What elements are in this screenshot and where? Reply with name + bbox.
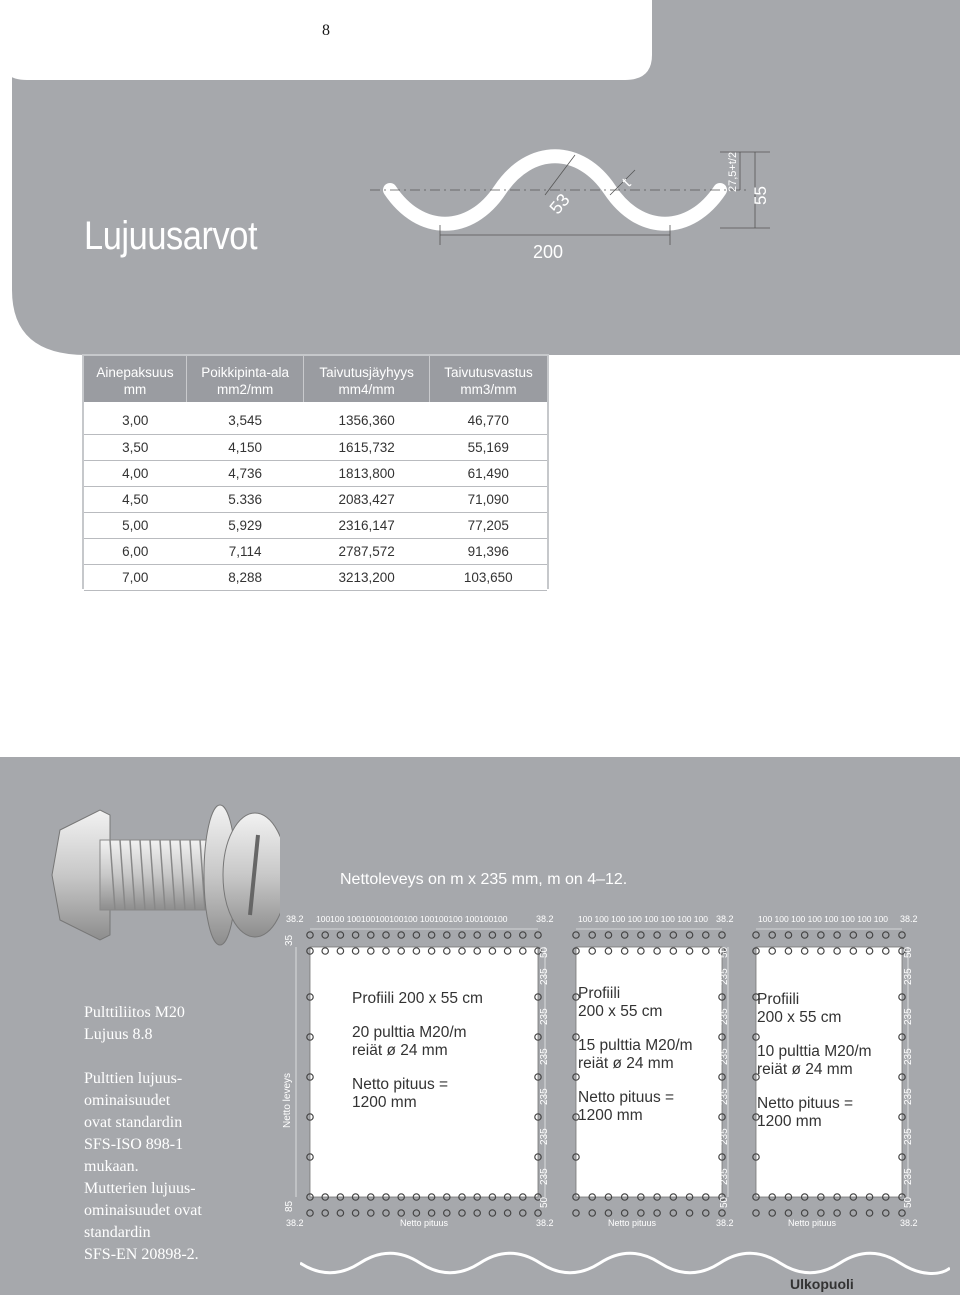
panel-3-text: Profiili 200 x 55 cm 10 pulttia M20/m reiät ø 24 mm Netto pituus = 1200 mm xyxy=(757,991,872,1130)
header-poikkipinta: Poikkipinta-ala mm2/mm xyxy=(187,356,304,402)
bolt-hole xyxy=(899,1210,905,1216)
dim-50-c: 50 xyxy=(903,946,914,958)
bolt-hole xyxy=(573,932,579,938)
dim-235-n: 235 xyxy=(903,1008,914,1025)
bolt-hole xyxy=(459,932,465,938)
page-title: Lujuusarvot xyxy=(84,214,258,258)
net-width-caption: Nettoleveys on m x 235 mm, m on 4–12. xyxy=(340,871,628,888)
bolt-hole xyxy=(337,1210,343,1216)
bolt-hole xyxy=(520,932,526,938)
bolt-hole xyxy=(638,932,644,938)
dim-38-bottom-3: 38.2 xyxy=(716,1218,734,1228)
table-row: 3,00 3,545 1356,360 46,770 xyxy=(84,408,547,434)
bolt-hole xyxy=(474,932,480,938)
dim-235-m: 235 xyxy=(903,968,914,985)
dim-35-left: 35 xyxy=(284,934,295,946)
dim-235-r: 235 xyxy=(903,1168,914,1185)
bolt-hole xyxy=(753,932,759,938)
bolt-hole xyxy=(719,932,725,938)
top-spacing-3: 100 100 100 100 100 100 100 100 xyxy=(758,914,888,924)
netto-leveys-label: Netto leveys xyxy=(282,1072,293,1128)
dim-235-q: 235 xyxy=(903,1128,914,1145)
dim-235-b: 235 xyxy=(539,1008,550,1025)
bolt-hole xyxy=(818,1210,824,1216)
dim-235-o: 235 xyxy=(903,1048,914,1065)
bolt-hole xyxy=(589,1210,595,1216)
bolt-hole xyxy=(719,1210,725,1216)
dim-38-top-4: 38.2 xyxy=(900,914,918,924)
header-taivutusvastus: Taivutusvastus mm3/mm xyxy=(430,356,547,402)
bolt-hole xyxy=(703,1210,709,1216)
dim-235-a: 235 xyxy=(539,968,550,985)
table-row: 4,00 4,736 1813,800 61,490 xyxy=(84,460,547,486)
bolt-hole xyxy=(834,1210,840,1216)
bolt-hole xyxy=(504,932,510,938)
bolt-hole xyxy=(307,932,313,938)
bolt-hole xyxy=(352,932,358,938)
header-ainepaksuus: Ainepaksuus mm xyxy=(84,356,187,402)
bolt-hole xyxy=(654,1210,660,1216)
bolt-illustration xyxy=(40,795,280,955)
profile-diagram xyxy=(360,140,780,270)
bolt-hole xyxy=(753,1210,759,1216)
dim-38-top-1: 38.2 xyxy=(286,914,304,924)
dim-50-a: 50 xyxy=(539,946,550,958)
bolt-hole xyxy=(899,932,905,938)
dim-235-k: 235 xyxy=(719,1128,730,1145)
bolt-hole xyxy=(474,1210,480,1216)
panel-1-text: Profiili 200 x 55 cm 20 pulttia M20/m reiät ø 24 mm Netto pituus = 1200 mm xyxy=(352,990,483,1111)
bolt-hole xyxy=(834,932,840,938)
bolt-hole xyxy=(589,932,595,938)
bolt-hole xyxy=(818,932,824,938)
table-row: 4,50 5.336 2083,427 71,090 xyxy=(84,486,547,512)
table-row: 6,00 7,114 2787,572 91,396 xyxy=(84,538,547,564)
bolt-hole xyxy=(605,932,611,938)
netto-pituus-1: Netto pituus xyxy=(400,1218,449,1228)
table-row: 3,50 4,150 1615,732 55,169 xyxy=(84,434,547,460)
bolt-hole xyxy=(850,932,856,938)
bolt-hole xyxy=(670,1210,676,1216)
bolt-hole xyxy=(801,1210,807,1216)
bolt-hole xyxy=(535,932,541,938)
bolt-hole xyxy=(520,1210,526,1216)
dim-235-i: 235 xyxy=(719,1048,730,1065)
bolt-hole xyxy=(428,932,434,938)
bolt-hole xyxy=(883,1210,889,1216)
bolt-hole xyxy=(573,1210,579,1216)
dim-235-l: 235 xyxy=(719,1168,730,1185)
dim-85-left: 85 xyxy=(284,1200,295,1212)
bottom-wave-profile xyxy=(300,1248,950,1278)
bolt-hole xyxy=(785,932,791,938)
bolt-hole xyxy=(444,1210,450,1216)
dim-235-j: 235 xyxy=(719,1088,730,1105)
dim-50-e: 50 xyxy=(719,1196,730,1208)
bolt-hole xyxy=(398,932,404,938)
page-number-tab xyxy=(0,0,652,80)
panel-2-text: Profiili 200 x 55 cm 15 pulttia M20/m reiät ø 24 mm Netto pituus = 1200 mm xyxy=(578,985,693,1124)
dim-235-c: 235 xyxy=(539,1048,550,1065)
bolt-hole xyxy=(621,1210,627,1216)
dim-38-top-3: 38.2 xyxy=(716,914,734,924)
dim-235-f: 235 xyxy=(539,1168,550,1185)
dim-38-bottom-4: 38.2 xyxy=(900,1218,918,1228)
bolt-hole xyxy=(654,932,660,938)
bolt-hole xyxy=(883,932,889,938)
bolt-hole xyxy=(605,1210,611,1216)
label-200: 200 xyxy=(533,242,564,262)
bolt-hole xyxy=(703,932,709,938)
dim-38-bottom-1: 38.2 xyxy=(286,1218,304,1228)
bolt-hole xyxy=(428,1210,434,1216)
bolt-hole xyxy=(621,932,627,938)
dim-235-p: 235 xyxy=(903,1088,914,1105)
bolt-hole xyxy=(307,1210,313,1216)
dim-50-d: 50 xyxy=(539,1196,550,1208)
bolt-hole xyxy=(850,1210,856,1216)
bolt-hole xyxy=(670,932,676,938)
bolt-hole xyxy=(866,932,872,938)
dim-235-d: 235 xyxy=(539,1088,550,1105)
bolt-hole xyxy=(785,1210,791,1216)
bolt-spec-text: Pulttiliitos M20 Lujuus 8.8 Pulttien lujuus- ominaisuudet ovat standardin SFS-ISO 898-1 mukaan. Mutterien lujuus- ominaisuudet ovat standardin SFS-EN 20898-2. xyxy=(84,1004,202,1263)
bolt-hole xyxy=(398,1210,404,1216)
dim-50-f: 50 xyxy=(903,1196,914,1208)
table-header-row xyxy=(84,356,547,402)
bolt-hole xyxy=(322,1210,328,1216)
netto-pituus-3: Netto pituus xyxy=(788,1218,837,1228)
bolt-hole xyxy=(686,1210,692,1216)
bolt-hole xyxy=(413,1210,419,1216)
label-t: t xyxy=(619,175,635,191)
dim-38-bottom-2: 38.2 xyxy=(536,1218,554,1228)
bolt-hole xyxy=(444,932,450,938)
properties-table xyxy=(84,356,547,591)
table-row: 7,00 8,288 3213,200 103,650 xyxy=(84,564,547,590)
header-taivutusjayhyys: Taivutusjäyhyys mm4/mm xyxy=(304,356,430,402)
table-row: 5,00 5,929 2316,147 77,205 xyxy=(84,512,547,538)
bolt-hole xyxy=(489,1210,495,1216)
label-275: 27,5+t/2 xyxy=(727,151,739,192)
bolt-hole xyxy=(504,1210,510,1216)
bolt-hole xyxy=(638,1210,644,1216)
bolt-hole xyxy=(535,1210,541,1216)
bolt-hole xyxy=(383,1210,389,1216)
label-55: 55 xyxy=(751,186,770,205)
bolt-hole xyxy=(459,1210,465,1216)
bolt-hole xyxy=(352,1210,358,1216)
dim-50-b: 50 xyxy=(719,946,730,958)
bolt-hole xyxy=(866,1210,872,1216)
dim-38-top-2: 38.2 xyxy=(536,914,554,924)
ulkopuoli-label: Ulkopuoli xyxy=(790,1276,854,1292)
bolt-hole xyxy=(413,932,419,938)
dim-235-e: 235 xyxy=(539,1128,550,1145)
label-53: 53 xyxy=(545,189,574,218)
bolt-hole xyxy=(769,932,775,938)
bolt-hole xyxy=(322,932,328,938)
bolt-hole xyxy=(368,932,374,938)
bolt-hole xyxy=(686,932,692,938)
bolt-hole xyxy=(801,932,807,938)
dim-235-h: 235 xyxy=(719,1008,730,1025)
bolt-hole xyxy=(383,932,389,938)
bolt-hole xyxy=(368,1210,374,1216)
netto-pituus-2: Netto pituus xyxy=(608,1218,657,1228)
bolt-hole xyxy=(489,932,495,938)
top-spacing-1: 100100 100100100100100 100100100 100100100 xyxy=(316,914,508,924)
page-number: 8 xyxy=(322,22,330,39)
bolt-hole xyxy=(337,932,343,938)
top-spacing-2: 100 100 100 100 100 100 100 100 xyxy=(578,914,708,924)
bolt-hole xyxy=(769,1210,775,1216)
dim-235-g: 235 xyxy=(719,968,730,985)
